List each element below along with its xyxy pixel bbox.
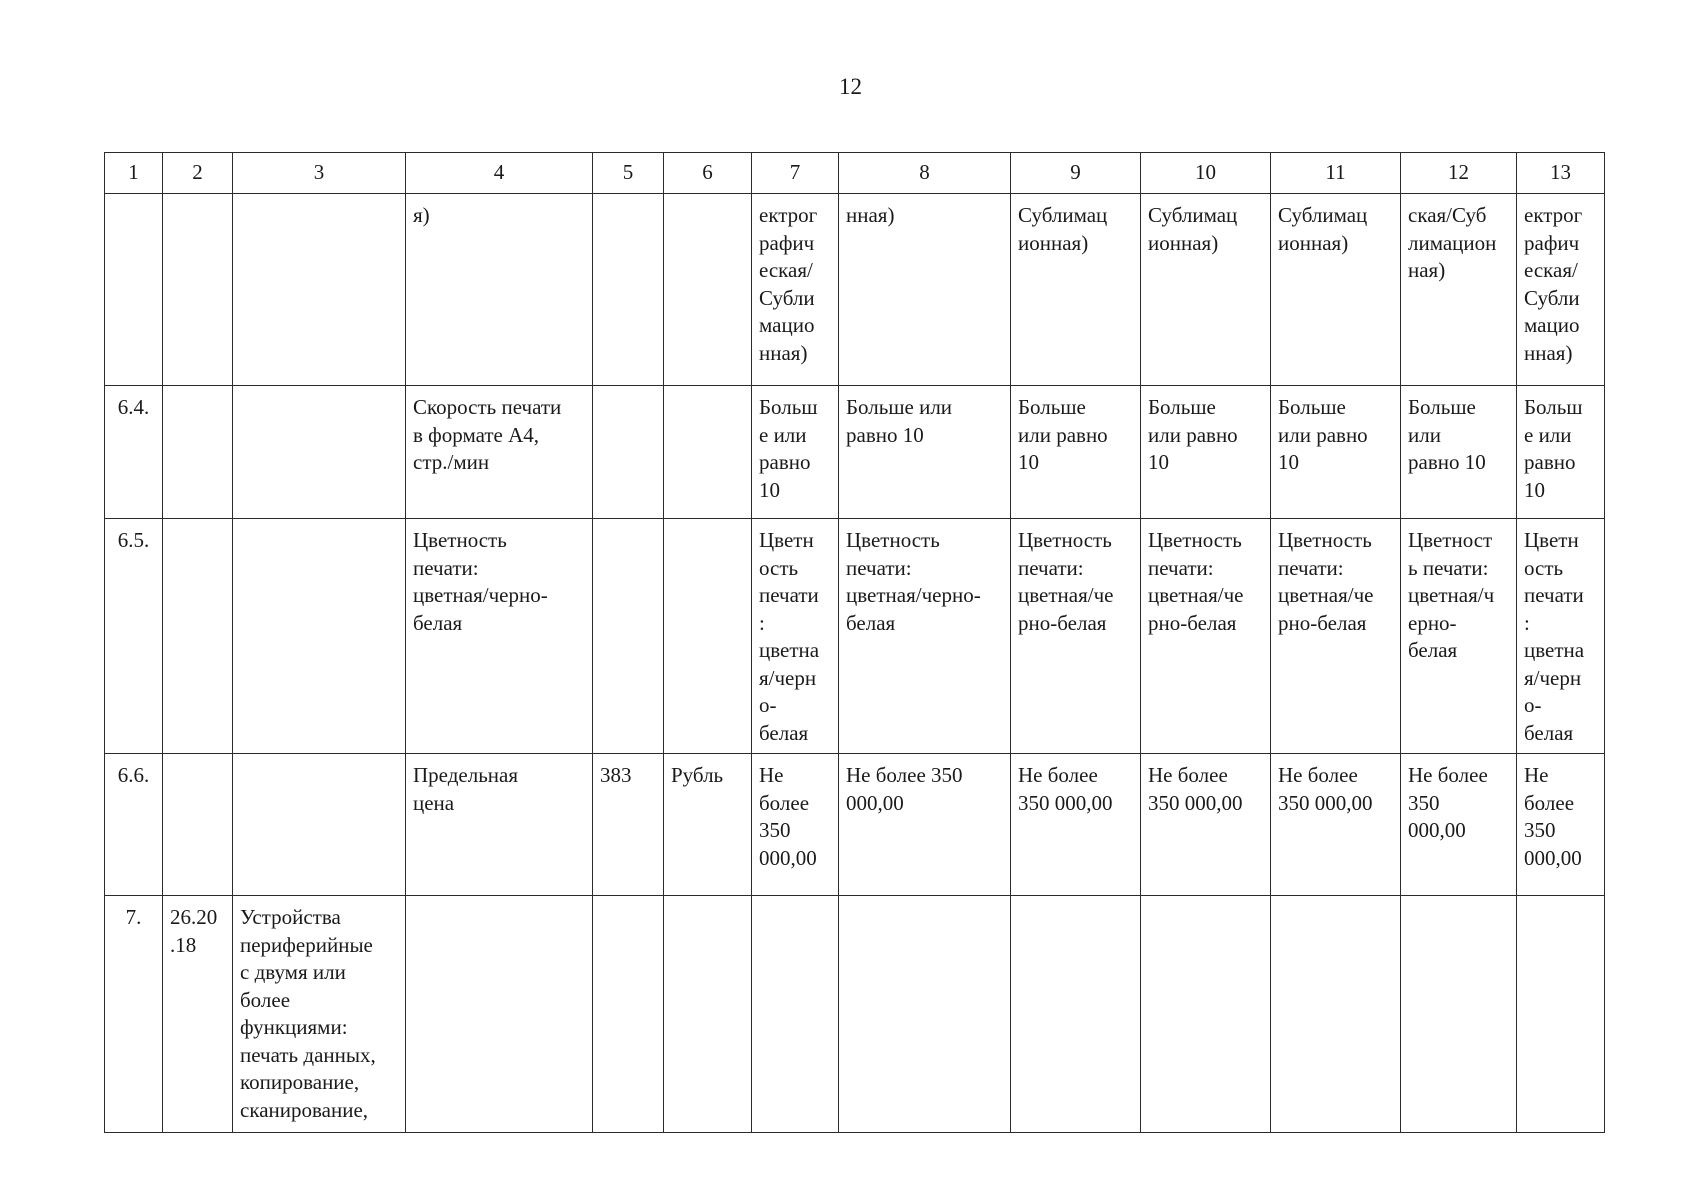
column-number-10: 10	[1141, 153, 1271, 194]
cell-col-4: Скорость печати в формате А4, стр./мин	[406, 386, 593, 519]
column-number-11: 11	[1271, 153, 1401, 194]
cell-col-3	[233, 194, 406, 386]
cell-col-7	[752, 896, 839, 1133]
cell-col-1: 7.	[105, 896, 163, 1133]
cell-col-11: Сублимац ионная)	[1271, 194, 1401, 386]
cell-col-5	[593, 386, 664, 519]
cell-col-10: Не более 350 000,00	[1141, 754, 1271, 896]
cell-col-3	[233, 754, 406, 896]
column-number-1: 1	[105, 153, 163, 194]
column-number-13: 13	[1517, 153, 1605, 194]
cell-col-3	[233, 519, 406, 754]
cell-col-11: Цветность печати: цветная/че рно-белая	[1271, 519, 1401, 754]
cell-col-10: Сублимац ионная)	[1141, 194, 1271, 386]
table-body	[105, 153, 1605, 1133]
cell-col-5	[593, 896, 664, 1133]
cell-col-9: Не более 350 000,00	[1011, 754, 1141, 896]
cell-col-7: ектрог рафич еская/ Субли мацио нная)	[752, 194, 839, 386]
cell-col-5: 383	[593, 754, 664, 896]
specification-table	[104, 152, 1605, 1133]
cell-col-2	[163, 754, 233, 896]
cell-col-5	[593, 194, 664, 386]
column-number-12: 12	[1401, 153, 1517, 194]
cell-col-12: ская/Суб лимацион ная)	[1401, 194, 1517, 386]
cell-col-13	[1517, 896, 1605, 1133]
cell-col-4: Предельная цена	[406, 754, 593, 896]
column-number-7: 7	[752, 153, 839, 194]
cell-col-8: Больше или равно 10	[839, 386, 1011, 519]
cell-col-2	[163, 194, 233, 386]
cell-col-12	[1401, 896, 1517, 1133]
table-header-row	[105, 153, 1605, 194]
cell-col-2	[163, 386, 233, 519]
cell-col-6	[664, 519, 752, 754]
page-number: 12	[839, 74, 862, 99]
cell-col-9: Сублимац ионная)	[1011, 194, 1141, 386]
table-row-6-4	[105, 386, 1605, 519]
cell-col-7: Цветн ость печати : цветна я/черн о- белая	[752, 519, 839, 754]
cell-col-7: Больш е или равно 10	[752, 386, 839, 519]
column-number-4: 4	[406, 153, 593, 194]
table-row-7	[105, 896, 1605, 1133]
cell-col-5	[593, 519, 664, 754]
cell-col-13: Не более 350 000,00	[1517, 754, 1605, 896]
cell-col-3: Устройства периферийные с двумя или более функциями: печать данных, копирование, сканирование,	[233, 896, 406, 1133]
cell-col-7: Не более 350 000,00	[752, 754, 839, 896]
cell-col-12: Больше или равно 10	[1401, 386, 1517, 519]
cell-col-12: Не более 350 000,00	[1401, 754, 1517, 896]
cell-col-11	[1271, 896, 1401, 1133]
column-number-2: 2	[163, 153, 233, 194]
cell-col-4: Цветность печати: цветная/черно- белая	[406, 519, 593, 754]
cell-col-1: 6.5.	[105, 519, 163, 754]
cell-col-9: Больше или равно 10	[1011, 386, 1141, 519]
cell-col-11: Не более 350 000,00	[1271, 754, 1401, 896]
cell-col-13: Цветн ость печати : цветна я/черн о- белая	[1517, 519, 1605, 754]
column-number-6: 6	[664, 153, 752, 194]
table-row-continuation	[105, 194, 1605, 386]
cell-col-10: Больше или равно 10	[1141, 386, 1271, 519]
cell-col-4: я)	[406, 194, 593, 386]
column-number-8: 8	[839, 153, 1011, 194]
cell-col-6	[664, 896, 752, 1133]
table-row-6-5	[105, 519, 1605, 754]
cell-col-1	[105, 194, 163, 386]
cell-col-1: 6.6.	[105, 754, 163, 896]
cell-col-9: Цветность печати: цветная/че рно-белая	[1011, 519, 1141, 754]
cell-col-1: 6.4.	[105, 386, 163, 519]
cell-col-13: Больш е или равно 10	[1517, 386, 1605, 519]
cell-col-3	[233, 386, 406, 519]
cell-col-6: Рубль	[664, 754, 752, 896]
cell-col-4	[406, 896, 593, 1133]
column-number-9: 9	[1011, 153, 1141, 194]
cell-col-10	[1141, 896, 1271, 1133]
cell-col-8	[839, 896, 1011, 1133]
cell-col-10: Цветность печати: цветная/че рно-белая	[1141, 519, 1271, 754]
cell-col-12: Цветност ь печати: цветная/ч ерно- белая	[1401, 519, 1517, 754]
table-row-6-6	[105, 754, 1605, 896]
column-number-3: 3	[233, 153, 406, 194]
cell-col-2	[163, 519, 233, 754]
cell-col-8: Не более 350 000,00	[839, 754, 1011, 896]
cell-col-8: Цветность печати: цветная/черно- белая	[839, 519, 1011, 754]
cell-col-6	[664, 386, 752, 519]
cell-col-6	[664, 194, 752, 386]
column-number-5: 5	[593, 153, 664, 194]
cell-col-9	[1011, 896, 1141, 1133]
cell-col-13: ектрог рафич еская/ Субли мацио нная)	[1517, 194, 1605, 386]
cell-col-8: нная)	[839, 194, 1011, 386]
cell-col-2: 26.20 .18	[163, 896, 233, 1133]
cell-col-11: Больше или равно 10	[1271, 386, 1401, 519]
